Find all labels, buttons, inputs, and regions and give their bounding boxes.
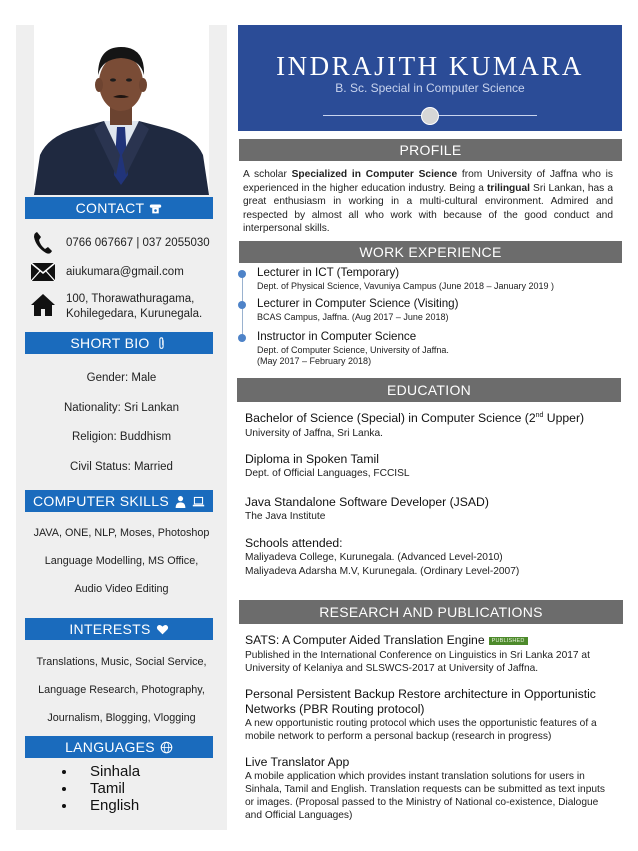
published-badge: PUBLISHED: [489, 637, 528, 645]
job-detail-2: BCAS Campus, Jaffna. (Aug 2017 – June 2018): [257, 312, 449, 322]
bio-nationality: Nationality: Sri Lankan: [63, 401, 180, 414]
interests-line-2: Language Research, Photography,: [38, 684, 205, 696]
timeline-dot: [238, 301, 246, 309]
contact-phone: [30, 230, 210, 256]
publication-3-desc-2: Sinhala, Tamil and English. Translation requests can be submitted as text inputs: [245, 784, 605, 795]
short-bio-heading: SHORT BIO: [25, 332, 213, 354]
profile-photo: [34, 25, 209, 195]
phone-icon: [149, 202, 162, 215]
research-heading: RESEARCH AND PUBLICATIONS: [239, 600, 623, 624]
publication-2-title-1: Personal Persistent Backup Restore architecture in Opportunistic: [245, 687, 596, 701]
languages-list: [62, 763, 140, 814]
diploma-institution: Dept. of Official Languages, FCCISL: [245, 468, 410, 479]
bio-gender: Gender: Male: [86, 372, 157, 384]
publication-2-desc-1: A new opportunistic routing protocol which uses the opportunistic features of a: [245, 718, 597, 729]
bullet: [62, 804, 66, 808]
languages-heading: LANGUAGES: [25, 736, 213, 758]
job-title-2: Lecturer in Computer Science (Visiting): [257, 297, 459, 310]
sidebar: [16, 25, 227, 830]
skills-line-1: JAVA, ONE, NLP, Moses, Photoshop: [33, 527, 210, 539]
address-line-1: 100, Thorawathuragama,: [66, 293, 195, 305]
phone-text: 0766 067667 | 037 2055030: [66, 237, 210, 249]
skills-line-3: Audio Video Editing: [74, 583, 169, 595]
interests-line-3: Journalism, Blogging, Vlogging: [47, 712, 196, 724]
language-item: Tamil: [62, 780, 140, 797]
computer-skills-list: [16, 519, 227, 603]
home-icon: [30, 292, 56, 318]
publication-1-title: SATS: A Computer Aided Translation Engine PUBLISHED: [245, 633, 528, 647]
publication-3-desc-1: A mobile application which provides instant translation solutions for users in: [245, 771, 585, 782]
globe-icon: [160, 741, 173, 754]
paperclip-icon: [155, 337, 168, 350]
publication-1-desc-1: Published in the International Conference on Linguistics in Sri Lanka 2017 at: [245, 650, 590, 661]
education-heading: EDUCATION: [237, 378, 621, 402]
bsc-title: Bachelor of Science (Special) in Computer Science (2nd Upper): [245, 411, 585, 425]
degree-subtitle: B. Sc. Special in Computer Science: [335, 81, 525, 95]
bio-civil-status: Civil Status: Married: [70, 460, 173, 473]
envelope-icon: [30, 259, 56, 285]
skills-line-2: Language Modelling, MS Office,: [44, 555, 199, 567]
name-banner: [238, 25, 622, 131]
job-detail-1: Dept. of Physical Science, Vavuniya Campus (June 2018 – January 2019 ): [257, 281, 554, 291]
language-item: Sinhala: [62, 763, 140, 780]
publication-2-desc-2: mobile network to perform a personal backup (research in progress): [245, 731, 552, 742]
publication-1-desc-2: University of Kelaniya and SLSWCS-2017 at University of Jaffna.: [245, 663, 539, 674]
job-title-1: Lecturer in ICT (Temporary): [257, 266, 400, 279]
job-title-3: Instructor in Computer Science: [257, 330, 417, 343]
bullet: [62, 770, 66, 774]
short-bio-list: [16, 364, 227, 482]
job-detail-3b: (May 2017 – February 2018): [257, 356, 372, 366]
contact-email: [30, 259, 184, 285]
contact-heading: CONTACT: [25, 197, 213, 219]
banner-ornament: [421, 107, 439, 125]
publication-3-desc-4: and Official Languages): [245, 810, 353, 821]
timeline-dot: [238, 270, 246, 278]
bullet: [62, 787, 66, 791]
jsad-institution: The Java Institute: [245, 511, 326, 522]
language-item: English: [62, 797, 140, 814]
school-2: Maliyadeva Adarsha M.V, Kurunegala. (Ordinary Level-2007): [245, 566, 520, 577]
person-name: INDRAJITH KUMARA: [276, 51, 584, 81]
timeline-dot: [238, 334, 246, 342]
bio-religion: Religion: Buddhism: [71, 431, 172, 443]
diploma-title: Diploma in Spoken Tamil: [245, 452, 379, 466]
jsad-title: Java Standalone Software Developer (JSAD): [245, 495, 489, 509]
work-experience-heading: WORK EXPERIENCE: [239, 241, 622, 263]
profile-heading: PROFILE: [239, 139, 622, 161]
bsc-institution: University of Jaffna, Sri Lanka.: [245, 428, 383, 439]
interests-heading: INTERESTS: [25, 618, 213, 640]
publication-3-desc-3: or images. (Proposal passed to the Ministry of National co-existence, Dialogue: [245, 797, 599, 808]
interests-list: [16, 648, 227, 732]
email-text[interactable]: aiukumara@gmail.com: [66, 266, 184, 278]
publication-2-title-2: Networks (PBR Routing protocol): [245, 702, 425, 716]
phone-handset-icon: [30, 230, 56, 256]
contact-address: [30, 292, 202, 322]
computer-skills-heading: COMPUTER SKILLS: [25, 490, 213, 512]
profile-text: A scholar Specialized in Computer Science from University of Jaffna who is experienced in the higher education industry. Being a trilingual Sri Lankan, has a great enthusiasm in working in a multi-cultural environment. Admired and respected by almost all who work with because of the good conduct and interpersonal skills.: [243, 169, 614, 234]
job-detail-3: Dept. of Computer Science, University of Jaffna.: [257, 345, 449, 355]
user-tie-icon: [174, 495, 187, 508]
school-1: Maliyadeva College, Kurunegala. (Advanced Level-2010): [245, 552, 503, 563]
interests-line-1: Translations, Music, Social Service,: [36, 656, 207, 668]
publication-3-title: Live Translator App: [245, 755, 350, 769]
heart-icon: [156, 623, 169, 636]
schools-title: Schools attended:: [245, 536, 343, 550]
address-line-2: Kohilegedara, Kurunegala.: [66, 308, 203, 320]
laptop-icon: [192, 495, 205, 508]
